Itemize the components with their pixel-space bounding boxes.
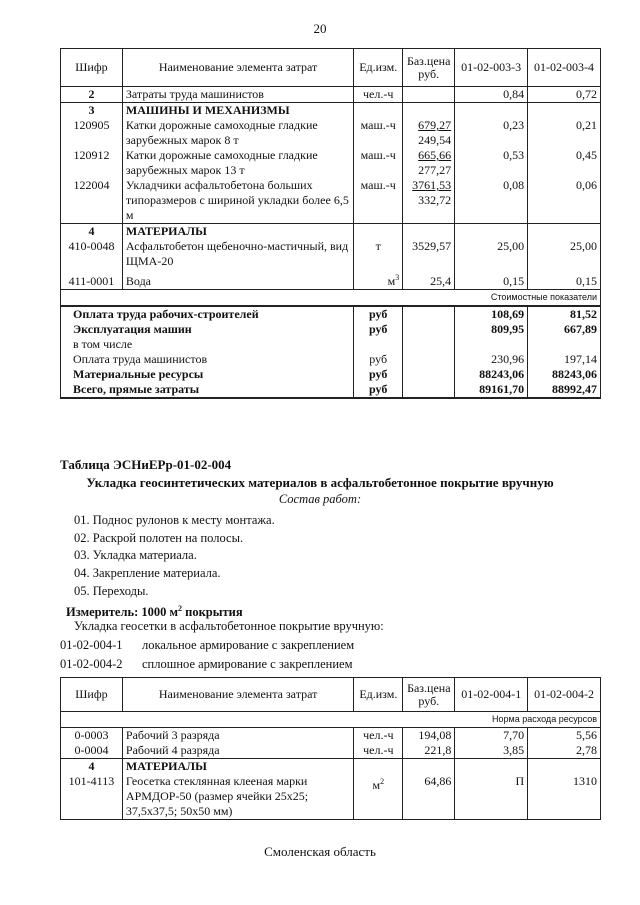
row-v1: 0,23: [455, 118, 528, 148]
row-v2: 0,72: [528, 87, 601, 103]
resource-table-01-02-003: [60, 48, 601, 399]
table-title: Укладка геосинтетических материалов в асфальтобетонное покрытие вручную: [86, 475, 554, 490]
work-item: 04. Закрепление материала.: [74, 566, 221, 580]
work-item: 03. Укладка материала.: [74, 548, 197, 562]
summary-v1: 108,69: [455, 306, 528, 322]
table-row: [61, 269, 601, 289]
caption-row: [61, 289, 601, 306]
row-price: 64,86: [403, 774, 455, 820]
row-v1: 7,70: [455, 728, 528, 744]
row-code: 101-4113: [61, 774, 123, 820]
col-unit: Ед.изм.: [354, 49, 403, 87]
meter-unit: Измеритель: 1000 $м^2$ покрытия: [66, 604, 243, 620]
row-v1: 0,53: [455, 148, 528, 178]
summary-note: в том числе: [61, 337, 354, 352]
row-name: Укладчики асфальтобетона больших типоразмеров с шириной укладки более 6,5 м: [122, 178, 353, 224]
price-current: 679,27: [418, 118, 452, 132]
row-name: Катки дорожные самоходные гладкие зарубежных марок 8 т: [122, 118, 353, 148]
summary-name: Всего, прямые затраты: [61, 382, 354, 398]
summary-v2: 88243,06: [528, 367, 601, 382]
row-unit: маш.-ч: [354, 178, 403, 224]
cost-indicators-caption: Стоимостные показатели: [61, 289, 601, 306]
region-footer: Смоленская область: [264, 844, 376, 859]
variant-code: 01-02-004-1: [60, 638, 123, 652]
price-current: 3761,53: [412, 178, 452, 192]
table-row: [61, 148, 601, 178]
row-v2: 0,15: [528, 269, 601, 289]
row-price: [403, 118, 455, 148]
row-v1: 3,85: [455, 743, 528, 759]
row-code: 411-0001: [61, 269, 123, 289]
col-name: Наименование элемента затрат: [122, 49, 353, 87]
row-v1: П: [455, 774, 528, 820]
row-v2: 0,21: [528, 118, 601, 148]
col-name: Наименование элемента затрат: [122, 678, 353, 712]
price-labor: 249,54: [418, 133, 452, 147]
col-price: Баз.цена руб.: [403, 49, 455, 87]
row-v2: 25,00: [528, 239, 601, 269]
row-price: 25,4: [403, 269, 455, 289]
row-name: Рабочий 4 разряда: [122, 743, 353, 759]
col-unit: Ед.изм.: [354, 678, 403, 712]
summary-v1: 89161,70: [455, 382, 528, 398]
row-unit: чел.-ч: [354, 743, 403, 759]
row-name: Вода: [122, 269, 353, 289]
page-number: 20: [313, 21, 327, 36]
col-code: Шифр: [61, 678, 123, 712]
table-header-row: [61, 678, 601, 712]
work-item: 02. Раскрой полотен на полосы.: [74, 531, 244, 545]
row-v1: 0,15: [455, 269, 528, 289]
summary-unit: руб: [354, 367, 403, 382]
work-title: Состав работ:: [278, 492, 362, 506]
norm-caption: Норма расхода ресурсов: [61, 712, 601, 728]
row-v1: 0,08: [455, 178, 528, 224]
row-price: [403, 178, 455, 224]
row-price: [403, 87, 455, 103]
summary-name: Эксплуатация машин: [61, 322, 354, 337]
row-name: Геосетка стеклянная клееная марки АРМДОР-50 (размер ячейки 25х25; 37,5х37,5; 50х50 мм): [122, 774, 353, 820]
row-code: 0-0003: [61, 728, 123, 744]
row-price: 3529,57: [403, 239, 455, 269]
table-row: [61, 87, 601, 103]
row-code: 120905: [61, 118, 123, 148]
col-code: Шифр: [61, 49, 123, 87]
section-code: 3: [61, 103, 123, 119]
table-row: [61, 178, 601, 224]
summary-name: Оплата труда машинистов: [61, 352, 354, 367]
work-item: 01. Поднос рулонов к месту монтажа.: [74, 513, 275, 527]
summary-name: Материальные ресурсы: [61, 367, 354, 382]
table-id: Таблица ЭСНиЕРр-01-02-004: [60, 457, 232, 472]
summary-v2: 88992,47: [528, 382, 601, 398]
row-unit: $м^2$: [354, 774, 403, 820]
col-price: Баз.цена руб.: [403, 678, 455, 712]
variant-text: сплошное армирование с закреплением: [142, 657, 353, 671]
section-title: МАШИНЫ И МЕХАНИЗМЫ: [122, 103, 353, 119]
row-v1: 0,84: [455, 87, 528, 103]
row-v2: 0,45: [528, 148, 601, 178]
summary-row: [61, 382, 601, 398]
summary-v2: 197,14: [528, 352, 601, 367]
col-v1: 01-02-003-3: [455, 49, 528, 87]
row-code: 120912: [61, 148, 123, 178]
summary-name: Оплата труда рабочих-строителей: [61, 306, 354, 322]
section-title: МАТЕРИАЛЫ: [122, 224, 353, 240]
summary-unit: руб: [354, 382, 403, 398]
row-v2: 0,06: [528, 178, 601, 224]
summary-v1: 88243,06: [455, 367, 528, 382]
row-name: Рабочий 3 разряда: [122, 728, 353, 744]
description: Укладка геосетки в асфальтобетонное покрытие вручную:: [74, 619, 384, 633]
price-labor: 332,72: [418, 193, 452, 207]
summary-unit: руб: [354, 322, 403, 337]
row-unit: чел.-ч: [354, 87, 403, 103]
row-name: Катки дорожные самоходные гладкие зарубежных марок 13 т: [122, 148, 353, 178]
section-code: 4: [61, 759, 123, 775]
summary-v2: 81,52: [528, 306, 601, 322]
row-unit: маш.-ч: [354, 118, 403, 148]
row-v2: 1310: [528, 774, 601, 820]
row-code: 122004: [61, 178, 123, 224]
row-price: 221,8: [403, 743, 455, 759]
summary-v1: 230,96: [455, 352, 528, 367]
row-v1: 25,00: [455, 239, 528, 269]
col-v1: 01-02-004-1: [455, 678, 528, 712]
row-code: 410-0048: [61, 239, 123, 269]
summary-row: [61, 337, 601, 352]
row-code: 2: [61, 87, 123, 103]
table-header-row: [61, 49, 601, 87]
summary-row: [61, 367, 601, 382]
summary-row: [61, 352, 601, 367]
table-row: [61, 118, 601, 148]
resource-table-01-02-004: [60, 677, 601, 820]
row-price: 194,08: [403, 728, 455, 744]
row-unit: маш.-ч: [354, 148, 403, 178]
row-v2: 2,78: [528, 743, 601, 759]
row-price: [403, 148, 455, 178]
row-name: Асфальтобетон щебеночно-мастичный, вид ЩМА-20: [122, 239, 353, 269]
section-code: 4: [61, 224, 123, 240]
row-v2: 5,56: [528, 728, 601, 744]
table-row: [61, 743, 601, 759]
table-row: [61, 774, 601, 820]
work-item: 05. Переходы.: [74, 584, 149, 598]
section-row: [61, 103, 601, 119]
price-current: 665,66: [418, 148, 452, 162]
row-unit: $м^3$: [354, 269, 403, 289]
summary-row: [61, 322, 601, 337]
caption-row: [61, 712, 601, 728]
section-row: [61, 224, 601, 240]
summary-row: [61, 306, 601, 322]
col-v2: 01-02-004-2: [528, 678, 601, 712]
row-unit: т: [354, 239, 403, 269]
variant-text: локальное армирование с закреплением: [142, 638, 355, 652]
price-labor: 277,27: [418, 163, 452, 177]
variant-code: 01-02-004-2: [60, 657, 123, 671]
section-row: [61, 759, 601, 775]
table-row: [61, 239, 601, 269]
table-row: [61, 728, 601, 744]
row-unit: чел.-ч: [354, 728, 403, 744]
summary-unit: руб: [354, 306, 403, 322]
col-v2: 01-02-003-4: [528, 49, 601, 87]
row-code: 0-0004: [61, 743, 123, 759]
summary-unit: руб: [354, 352, 403, 367]
row-name: Затраты труда машинистов: [122, 87, 353, 103]
summary-v2: 667,89: [528, 322, 601, 337]
section-title: МАТЕРИАЛЫ: [122, 759, 353, 775]
summary-v1: 809,95: [455, 322, 528, 337]
